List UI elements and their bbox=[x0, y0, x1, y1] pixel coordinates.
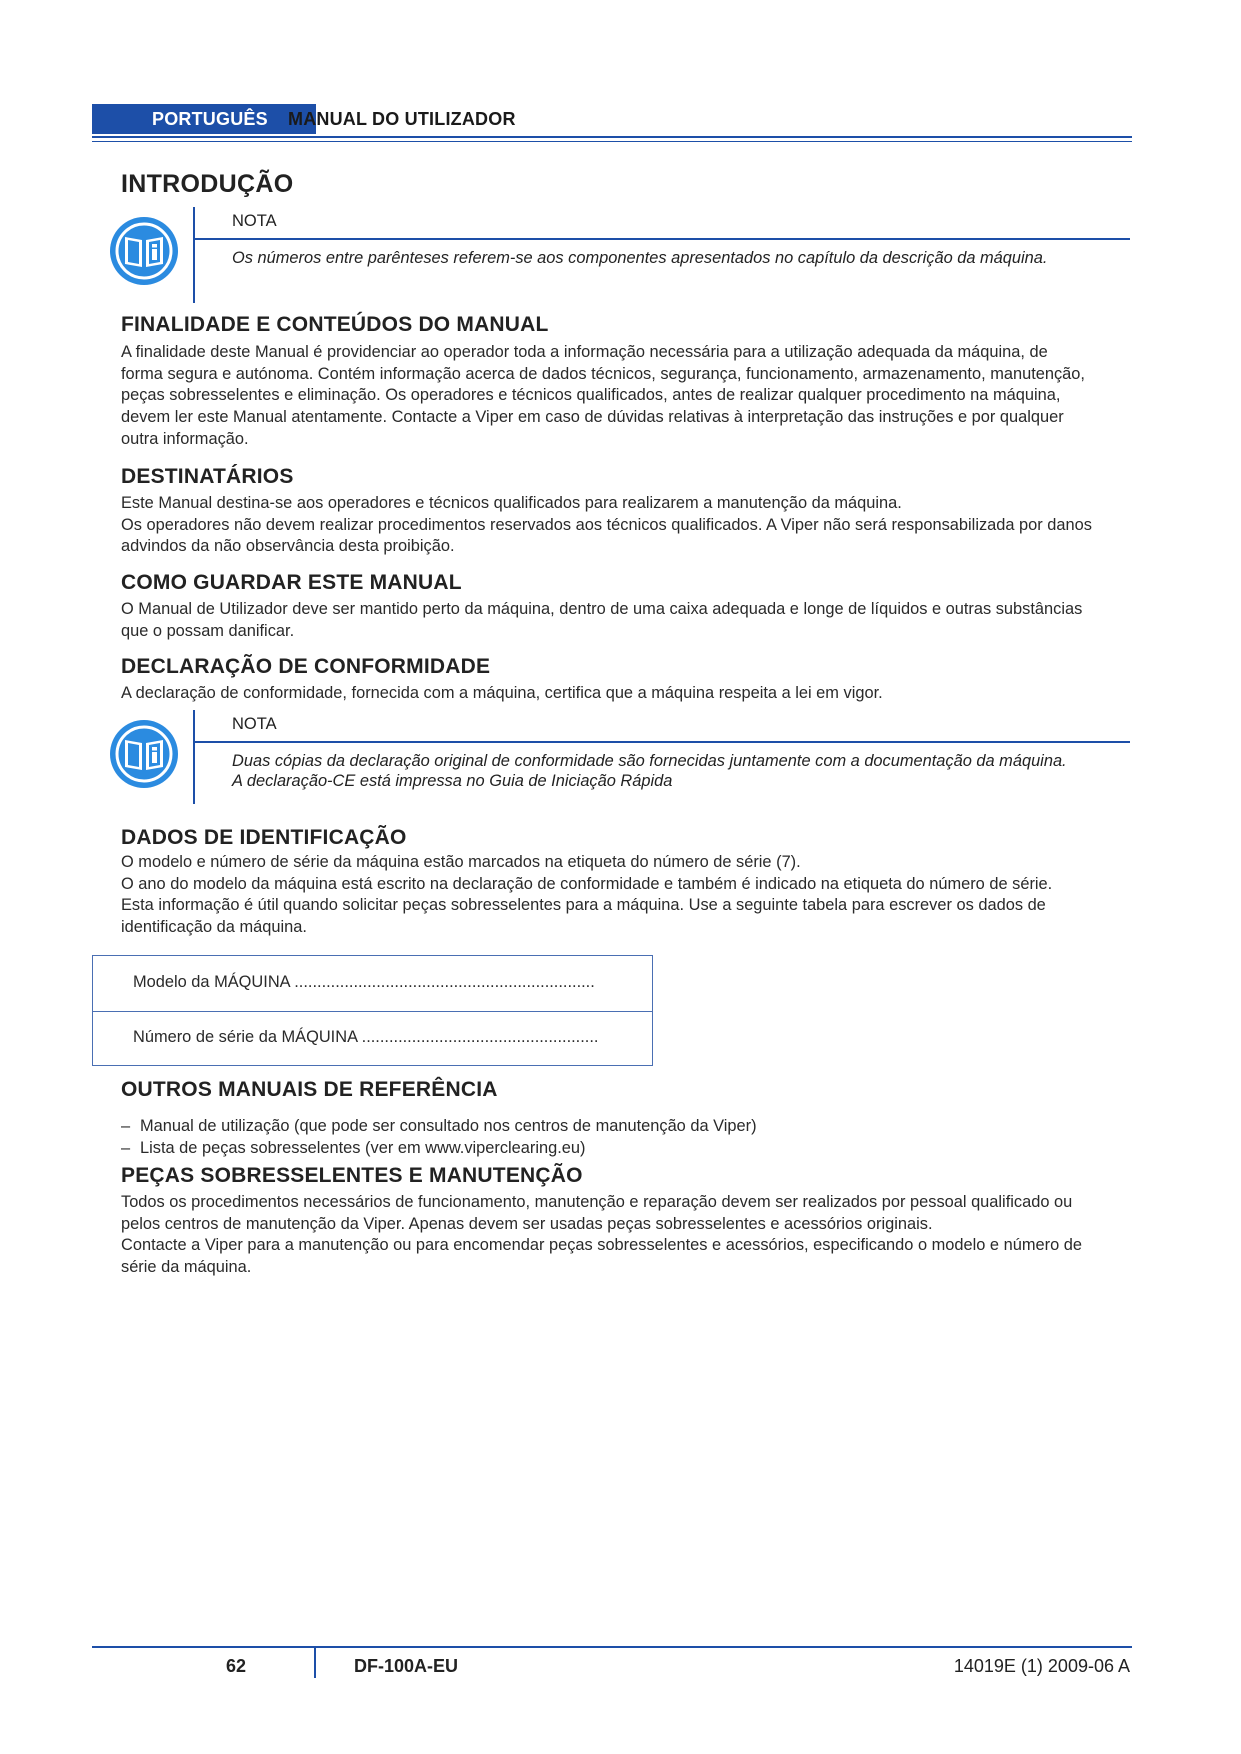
list-item bbox=[121, 1138, 757, 1160]
page-footer bbox=[92, 1646, 1132, 1682]
text-line: pelos centros de manutenção da Viper. Apenas devem ser usadas peças sobresselentes e acessórios originais. bbox=[121, 1214, 933, 1233]
header-rule-thin bbox=[92, 141, 1132, 142]
text-line: identificação da máquina. bbox=[121, 918, 307, 937]
dash-bullet: – bbox=[121, 1117, 131, 1135]
text-line: peças sobresselentes e eliminação. Os operadores e técnicos qualificados, antes de realizar qualquer procedimento na máquina, bbox=[121, 386, 1061, 405]
note-text bbox=[232, 751, 1067, 791]
list-item bbox=[121, 1116, 757, 1138]
text-line: que o possam danificar. bbox=[121, 621, 295, 640]
references-heading: OUTROS MANUAIS DE REFERÊNCIA bbox=[121, 1078, 498, 1101]
references-list bbox=[121, 1116, 757, 1159]
table-row bbox=[93, 956, 652, 1012]
text-line: devem ler este Manual atentamente. Contacte a Viper em caso de dúvidas relativas à interpretação das instruções e por qualquer bbox=[121, 408, 1064, 427]
identification-table bbox=[92, 955, 653, 1066]
spares-heading: PEÇAS SOBRESSELENTES E MANUTENÇÃO bbox=[121, 1164, 583, 1187]
text-line: Os operadores não devem realizar procedimentos reservados aos técnicos qualificados. A Viper não será responsabilizada por danos bbox=[121, 515, 1092, 534]
text-line: Duas cópias da declaração original de conformidade são fornecidas juntamente com a documentação da máquina. bbox=[232, 752, 1067, 770]
page-header bbox=[92, 104, 1132, 136]
text-line: Este Manual destina-se aos operadores e técnicos qualificados para realizarem a manutenção da máquina. bbox=[121, 494, 902, 512]
text-line: O modelo e número de série da máquina estão marcados na etiqueta do número de série (7). bbox=[121, 853, 801, 871]
text-line: outra informação. bbox=[121, 429, 249, 448]
page-number: 62 bbox=[226, 1656, 247, 1676]
document-code: 14019E (1) 2009-06 A bbox=[953, 1656, 1130, 1676]
manual-title: MANUAL DO UTILIZADOR bbox=[288, 109, 516, 129]
recipients-text bbox=[121, 493, 1181, 558]
note-label: NOTA bbox=[232, 715, 277, 733]
note-label: NOTA bbox=[232, 212, 277, 230]
text-line: forma segura e autónoma. Contém informação acerca de dados técnicos, segurança, funcionamento, armazenamento, manutenção, bbox=[121, 364, 1085, 383]
machine-serial-field: Número de série da MÁQUINA .................................................... bbox=[133, 1028, 599, 1046]
language-label: PORTUGUÊS bbox=[152, 109, 268, 129]
conformity-note bbox=[104, 710, 1134, 806]
info-book-icon bbox=[108, 215, 180, 287]
recipients-heading: DESTINATÁRIOS bbox=[121, 465, 294, 488]
identification-heading: DADOS DE IDENTIFICAÇÃO bbox=[121, 826, 407, 849]
text-line: O Manual de Utilizador deve ser mantido perto da máquina, dentro de uma caixa adequada e longe de líquidos e outras substâncias bbox=[121, 600, 1083, 618]
text-line: A declaração de conformidade, fornecida com a máquina, certifica que a máquina respeita a lei em vigor. bbox=[121, 684, 883, 702]
table-row bbox=[93, 1011, 652, 1066]
machine-model-field: Modelo da MÁQUINA .................................................................. bbox=[133, 973, 595, 991]
identification-text bbox=[121, 852, 1181, 939]
text-line: O ano do modelo da máquina está escrito na declaração de conformidade e também é indicado na etiqueta do número de série. bbox=[121, 874, 1053, 893]
intro-note bbox=[104, 207, 1134, 303]
header-rule bbox=[92, 136, 1132, 138]
storage-heading: COMO GUARDAR ESTE MANUAL bbox=[121, 571, 462, 594]
model-code: DF-100A-EU bbox=[354, 1656, 459, 1676]
storage-text bbox=[121, 599, 1181, 642]
dash-bullet: – bbox=[121, 1138, 131, 1157]
list-item-text: Lista de peças sobresselentes (ver em www.viperclearing.eu) bbox=[140, 1138, 586, 1157]
text-line: advindos da não observância desta proibição. bbox=[121, 537, 455, 556]
spares-text bbox=[121, 1192, 1181, 1279]
footer-rule bbox=[92, 1646, 1132, 1648]
purpose-text bbox=[121, 342, 1181, 451]
text-line: Esta informação é útil quando solicitar peças sobresselentes para a máquina. Use a seguinte tabela para escrever os dados de bbox=[121, 896, 1046, 915]
info-book-icon bbox=[108, 718, 180, 790]
intro-heading: INTRODUÇÃO bbox=[121, 170, 294, 198]
text-line: A declaração-CE está impressa no Guia de Iniciação Rápida bbox=[232, 772, 673, 790]
text-line: A finalidade deste Manual é providenciar ao operador toda a informação necessária para a utilização adequada da máquina, de bbox=[121, 343, 1048, 361]
note-text: Os números entre parênteses referem-se aos componentes apresentados no capítulo da descrição da máquina. bbox=[232, 249, 1048, 267]
text-line: série da máquina. bbox=[121, 1258, 252, 1277]
purpose-heading: FINALIDADE E CONTEÚDOS DO MANUAL bbox=[121, 313, 549, 336]
text-line: Todos os procedimentos necessários de funcionamento, manutenção e reparação devem ser realizados por pessoal qualificado ou bbox=[121, 1193, 1073, 1211]
footer-separator bbox=[314, 1648, 316, 1678]
list-item-text: Manual de utilização (que pode ser consultado nos centros de manutenção da Viper) bbox=[140, 1117, 757, 1135]
conformity-text bbox=[121, 683, 1181, 705]
text-line: Contacte a Viper para a manutenção ou para encomendar peças sobresselentes e acessórios, especificando o modelo e número de bbox=[121, 1236, 1082, 1255]
conformity-heading: DECLARAÇÃO DE CONFORMIDADE bbox=[121, 655, 491, 678]
